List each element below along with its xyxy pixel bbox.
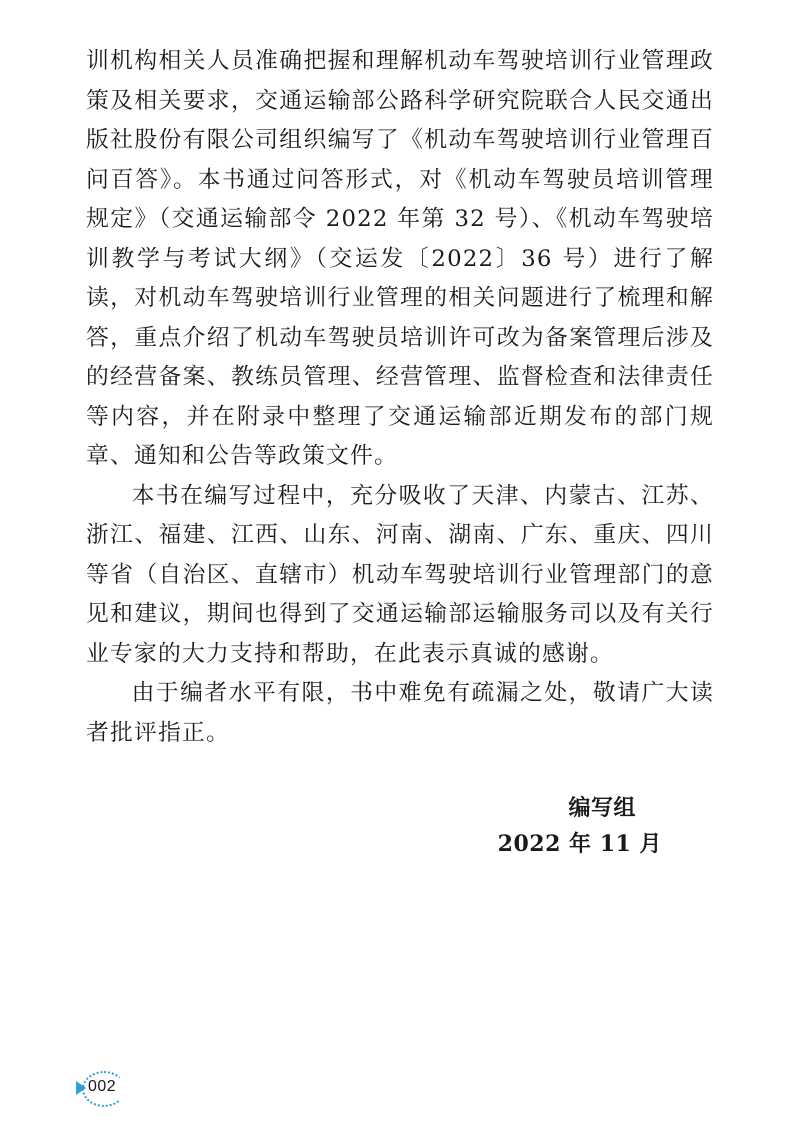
- signature-block: [498, 790, 662, 862]
- paragraph-continuation: 训机构相关人员准确把握和理解机动车驾驶培训行业管理政策及相关要求，交通运输部公路科学研究院联合人民交通出版社股份有限公司组织编写了《机动车驾驶培训行业管理百问百答》。本书通过问答形式，对《机动车驾驶员培训管理规定》（交通运输部令 2022 年第 32 号）、《机动车驾驶培训教学与考试大纲》（交运发〔2022〕36 号）进行了解读，对机动车驾驶培训行业管理的相关问题进行了梳理和解答，重点介绍了机动车驾驶员培训许可改为备案管理后涉及的经营备案、教练员管理、经营管理、监督检查和法律责任等内容，并在附录中整理了交通运输部近期发布的部门规章、通知和公告等政策文件。: [86, 48, 714, 469]
- preface-body: [86, 42, 714, 753]
- author-group: 编写组: [568, 795, 636, 821]
- page-number-badge: [76, 1069, 126, 1109]
- signature-date: 2022 年 11 月: [497, 831, 662, 857]
- page-number: 002: [88, 1078, 117, 1095]
- paragraph-closing: 由于编者水平有限，书中难免有疏漏之处，敬请广大读者批评指正。: [86, 680, 714, 746]
- paragraph-acknowledgement: 本书在编写过程中，充分吸收了天津、内蒙古、江苏、浙江、福建、江西、山东、河南、湖南、广东、重庆、四川等省（自治区、直辖市）机动车驾驶培训行业管理部门的意见和建议，期间也得到了交通运输部运输服务司以及有关行业专家的大力支持和帮助，在此表示真诚的感谢。: [86, 482, 714, 667]
- triangle-arrow-icon: [76, 1081, 86, 1095]
